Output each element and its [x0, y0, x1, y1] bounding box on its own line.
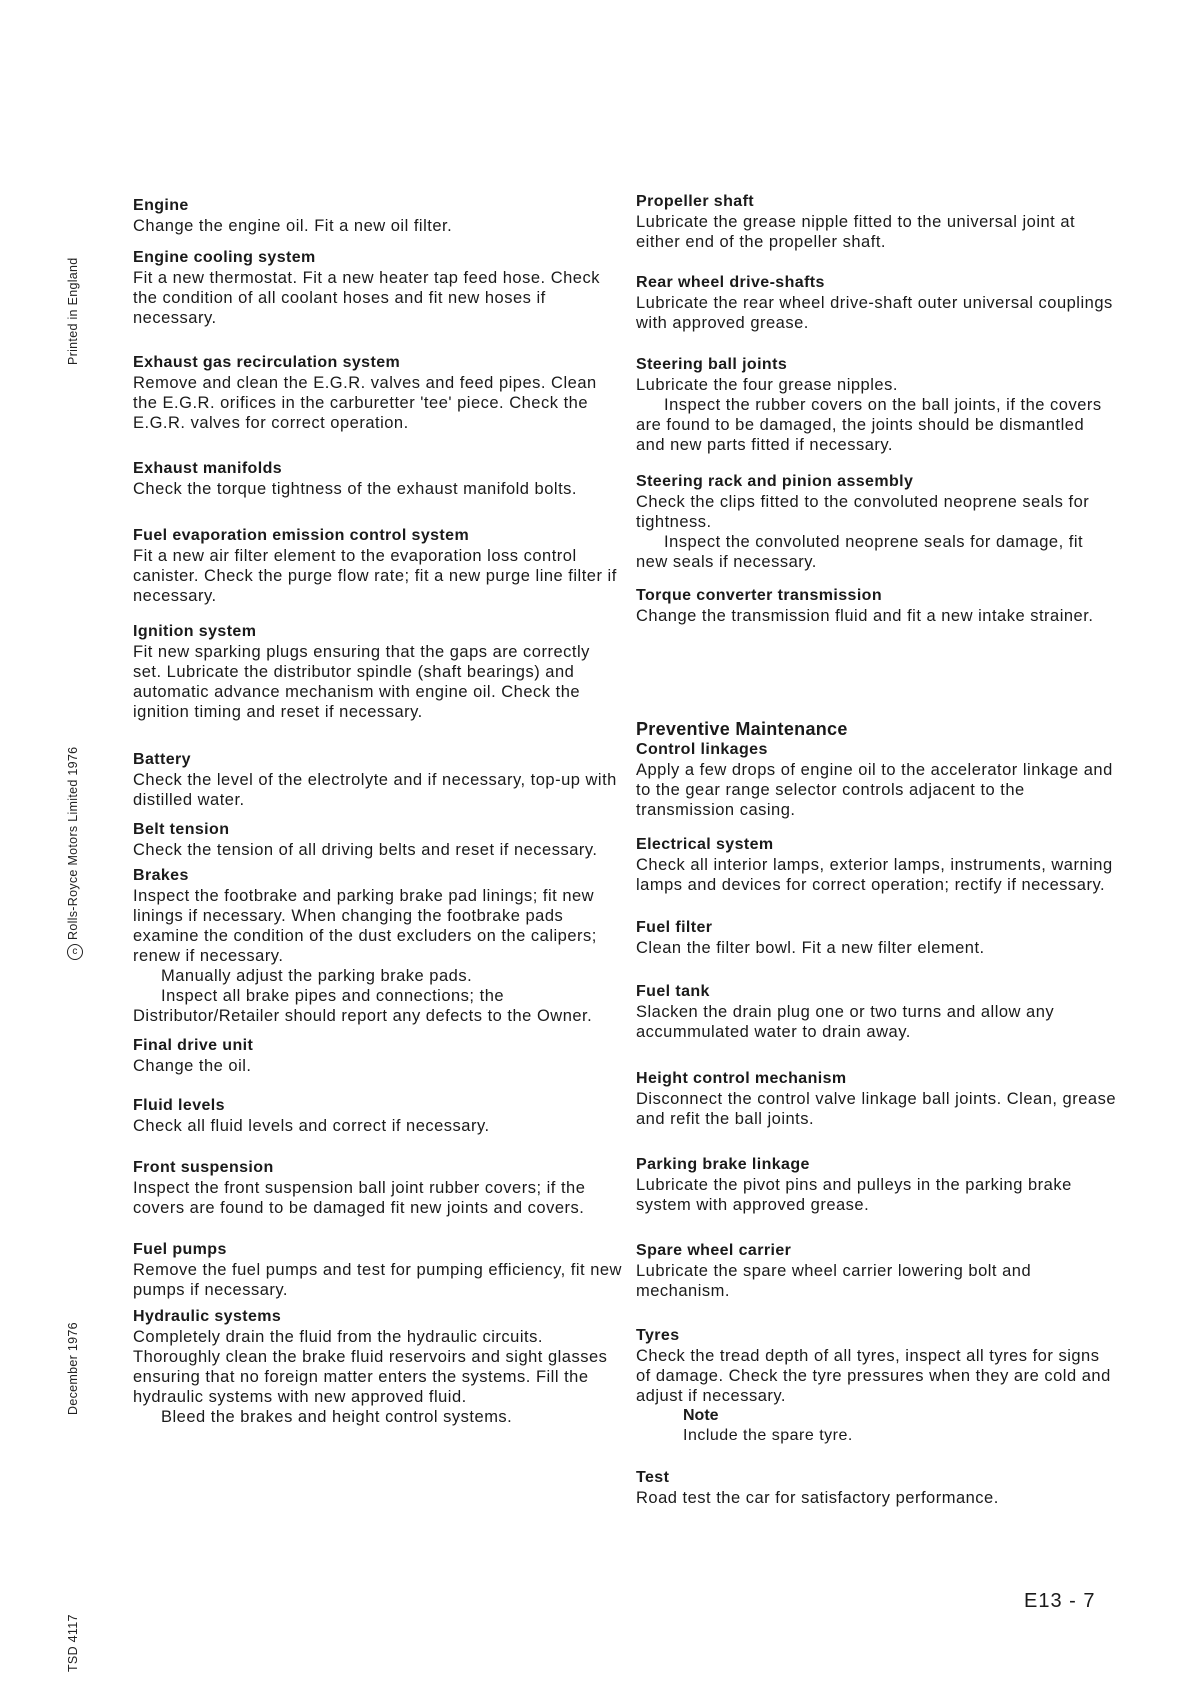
section-text: Manually adjust the parking brake pads.	[161, 967, 473, 985]
section-heading: Fuel filter	[636, 919, 713, 936]
document-code: TSD 4117	[66, 1614, 80, 1672]
copyright-symbol: c	[67, 944, 83, 960]
section-heading: Test	[636, 1469, 670, 1486]
section-text: Apply a few drops of engine oil to the accelerator linkage and to the gear range selector controls adjacent to the transmission casing.	[636, 761, 1113, 819]
section-heading: Fuel tank	[636, 983, 710, 1000]
section-heading: Belt tension	[133, 821, 230, 838]
section-heading: Tyres	[636, 1327, 680, 1344]
right-column	[636, 192, 1116, 1508]
section-text: Inspect the rubber covers on the ball joints, if the covers are found to be damaged, the joints should be dismantled and new parts fitted if necessary.	[636, 396, 1102, 454]
section-heading: Electrical system	[636, 836, 774, 853]
section-steering-ball-joints	[636, 355, 1116, 455]
section-text: Remove and clean the E.G.R. valves and feed pipes. Clean the E.G.R. orifices in the carburetter 'tee' piece. Check the E.G.R. valves for correct operation.	[133, 374, 597, 432]
section-text: Inspect the convoluted neoprene seals for damage, fit new seals if necessary.	[636, 533, 1084, 571]
section-battery	[133, 750, 623, 810]
section-text: Change the oil.	[133, 1057, 252, 1075]
section-heading: Spare wheel carrier	[636, 1242, 792, 1259]
section-text: Check the tension of all driving belts and reset if necessary.	[133, 841, 598, 859]
section-text: Lubricate the spare wheel carrier lowering bolt and mechanism.	[636, 1262, 1032, 1300]
section-text: Inspect the footbrake and parking brake pad linings; fit new linings if necessary. When changing the footbrake pads examine the condition of the dust excluders on the calipers; renew if necessary.	[133, 887, 597, 965]
note-heading: Note	[683, 1407, 719, 1424]
section-text: Bleed the brakes and height control systems.	[161, 1408, 513, 1426]
section-text: Clean the filter bowl. Fit a new filter element.	[636, 939, 985, 957]
section-belt-tension	[133, 820, 623, 860]
section-steering-rack	[636, 472, 1116, 572]
section-heading: Torque converter transmission	[636, 587, 883, 604]
section-heading: Ignition system	[133, 623, 257, 640]
section-fuel-evaporation	[133, 526, 623, 606]
section-heading: Steering rack and pinion assembly	[636, 473, 914, 490]
date-printed: December 1976	[66, 1322, 80, 1415]
section-heading: Exhaust manifolds	[133, 460, 283, 477]
section-text: Check all fluid levels and correct if necessary.	[133, 1117, 490, 1135]
section-front-suspension	[133, 1158, 623, 1218]
section-heading: Height control mechanism	[636, 1070, 847, 1087]
section-brakes	[133, 866, 623, 1026]
section-heading: Fuel pumps	[133, 1241, 227, 1258]
section-text: Check the torque tightness of the exhaust manifold bolts.	[133, 480, 577, 498]
section-torque-converter	[636, 586, 1116, 626]
section-text: Lubricate the four grease nipples.	[636, 376, 898, 394]
section-text: Fit new sparking plugs ensuring that the gaps are correctly set. Lubricate the distributor spindle (shaft bearings) and automatic advance mechanism with engine oil. Check the ignition timing and reset if necessary.	[133, 643, 590, 721]
section-text: Lubricate the pivot pins and pulleys in the parking brake system with approved grease.	[636, 1176, 1072, 1214]
section-fuel-pumps	[133, 1240, 623, 1300]
section-engine-cooling	[133, 248, 623, 328]
section-text: Inspect the front suspension ball joint rubber covers; if the covers are found to be damaged fit new joints and covers.	[133, 1179, 586, 1217]
section-text: Lubricate the rear wheel drive-shaft outer universal couplings with approved grease.	[636, 294, 1113, 332]
section-heading: Steering ball joints	[636, 356, 788, 373]
section-egr	[133, 353, 623, 433]
section-text: Fit a new thermostat. Fit a new heater tap feed hose. Check the condition of all coolant hoses and fit new hoses if necessary.	[133, 269, 600, 327]
section-fuel-filter	[636, 918, 1116, 958]
section-rear-drive-shafts	[636, 273, 1116, 333]
section-text: Road test the car for satisfactory performance.	[636, 1489, 999, 1507]
section-heading: Brakes	[133, 867, 189, 884]
section-hydraulic	[133, 1307, 623, 1427]
section-heading: Front suspension	[133, 1159, 274, 1176]
section-heading: Final drive unit	[133, 1037, 254, 1054]
section-engine	[133, 196, 623, 236]
section-ignition	[133, 622, 623, 722]
section-text: Check the clips fitted to the convoluted neoprene seals for tightness.	[636, 493, 1090, 531]
section-exhaust-manifolds	[133, 459, 623, 499]
section-text: Inspect all brake pipes and connections; the Distributor/Retailer should report any defects to the Owner.	[133, 987, 593, 1025]
section-control-linkages	[636, 740, 1116, 820]
section-parking-brake-linkage	[636, 1155, 1116, 1215]
section-text: Change the transmission fluid and fit a new intake strainer.	[636, 607, 1094, 625]
section-text: Change the engine oil. Fit a new oil filter.	[133, 217, 453, 235]
section-heading: Control linkages	[636, 741, 768, 758]
section-text: Completely drain the fluid from the hydraulic circuits. Thoroughly clean the brake fluid reservoirs and sight glasses ensuring that no foreign matter enters the systems. Fill the hydraulic systems with new approved fluid.	[133, 1328, 608, 1406]
section-fluid-levels	[133, 1096, 623, 1136]
section-heading: Hydraulic systems	[133, 1308, 282, 1325]
section-text: Fit a new air filter element to the evaporation loss control canister. Check the purge flow rate; fit a new purge line filter if necessary.	[133, 547, 617, 605]
section-heading: Battery	[133, 751, 191, 768]
section-height-control	[636, 1069, 1116, 1129]
section-heading: Fluid levels	[133, 1097, 225, 1114]
section-text: Check the tread depth of all tyres, inspect all tyres for signs of damage. Check the tyre pressures when they are cold and adjust if necessary.	[636, 1347, 1111, 1405]
section-text: Remove the fuel pumps and test for pumping efficiency, fit new pumps if necessary.	[133, 1261, 622, 1299]
section-text: Check the level of the electrolyte and if necessary, top-up with distilled water.	[133, 771, 617, 809]
section-heading: Parking brake linkage	[636, 1156, 810, 1173]
section-heading: Engine cooling system	[133, 249, 316, 266]
printed-in-england: Printed in England	[66, 257, 80, 365]
section-fuel-tank	[636, 982, 1116, 1042]
copyright-text: Rolls-Royce Motors Limited 1976	[66, 746, 80, 940]
section-text: Lubricate the grease nipple fitted to the universal joint at either end of the propeller shaft.	[636, 213, 1076, 251]
section-heading: Fuel evaporation emission control system	[133, 527, 470, 544]
section-text: Slacken the drain plug one or two turns and allow any accummulated water to drain away.	[636, 1003, 1055, 1041]
section-heading: Rear wheel drive-shafts	[636, 274, 825, 291]
section-text: Disconnect the control valve linkage ball joints. Clean, grease and refit the ball joints.	[636, 1090, 1116, 1128]
preventive-maintenance-title: Preventive Maintenance	[636, 719, 848, 739]
section-final-drive	[133, 1036, 623, 1076]
section-propeller-shaft	[636, 192, 1116, 252]
section-heading: Engine	[133, 197, 189, 214]
section-tyres	[636, 1326, 1116, 1446]
section-heading: Propeller shaft	[636, 193, 755, 210]
page-number: E13 - 7	[1024, 1590, 1096, 1612]
note-text: Include the spare tyre.	[683, 1427, 853, 1444]
section-heading: Exhaust gas recirculation system	[133, 354, 401, 371]
copyright-notice	[66, 747, 83, 960]
section-electrical-system	[636, 835, 1116, 895]
section-spare-wheel-carrier	[636, 1241, 1116, 1301]
left-column	[133, 196, 623, 1427]
section-test	[636, 1468, 1116, 1508]
section-text: Check all interior lamps, exterior lamps, instruments, warning lamps and devices for correct operation; rectify if necessary.	[636, 856, 1113, 894]
